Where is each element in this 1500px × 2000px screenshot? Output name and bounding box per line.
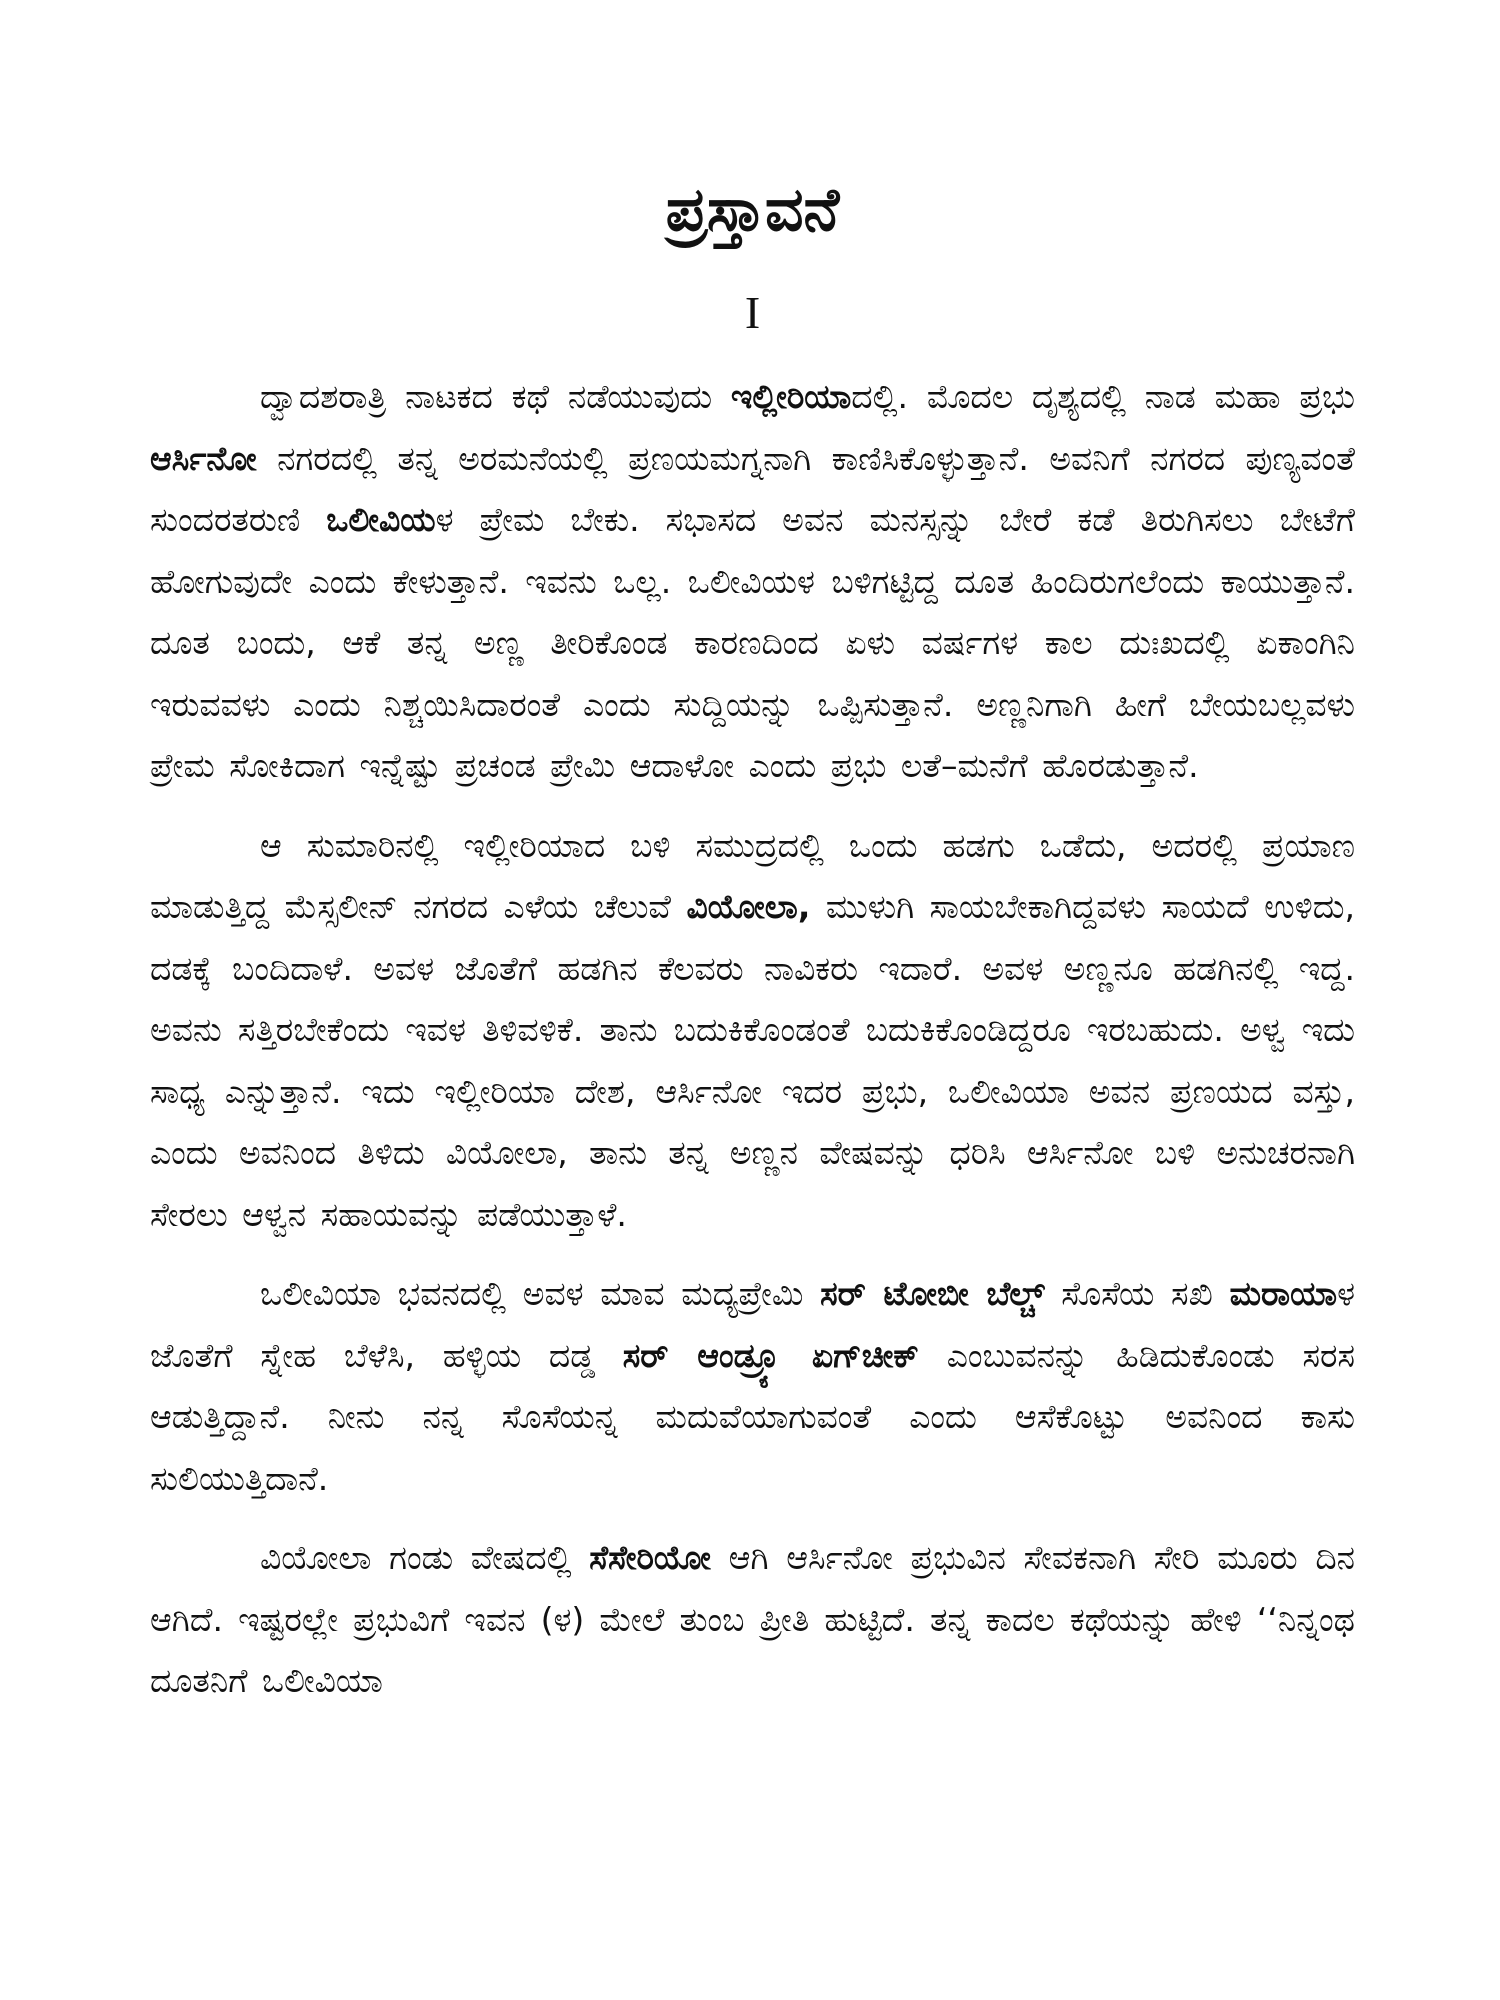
- document-page: [150, 170, 1355, 1730]
- paragraph-text: ಸೊಸೆಯ ಸಖಿ: [1044, 1274, 1230, 1313]
- paragraph-text: ಆಗಿ ಆರ್ಸಿನೋ ಪ್ರಭುವಿನ ಸೇವಕನಾಗಿ ಸೇರಿ ಮೂರು ದಿನ ಆಗಿದೆ. ಇಷ್ಟರಲ್ಲೇ ಪ್ರಭುವಿಗೆ ಇವನ (ಳ) ಮೇಲೆ ತುಂಬ ಪ್ರೀತಿ ಹುಟ್ಟಿದೆ. ತನ್ನ ಕಾದಲ ಕಥೆಯನ್ನು ಹೇಳಿ ‘‘ನಿನ್ನಂಥ ದೂತನಿಗೆ ಒಲೀವಿಯಾ: [150, 1538, 1355, 1700]
- character-name: ಸೆಸೇರಿಯೋ: [589, 1538, 711, 1577]
- paragraph-text: ಳ ಪ್ರೇಮ ಬೇಕು. ಸಭಾಸದ ಅವನ ಮನಸ್ಸನ್ನು ಬೇರೆ ಕಡೆ ತಿರುಗಿಸಲು ಬೇಟೆಗೆ ಹೋಗುವುದೇ ಎಂದು ಕೇಳುತ್ತಾನೆ. ಇವನು ಒಲ್ಲ. ಒಲೀವಿಯಳ ಬಳಿಗಟ್ಟಿದ್ದ ದೂತ ಹಿಂದಿರುಗಲೆಂದು ಕಾಯುತ್ತಾನೆ. ದೂತ ಬಂದು, ಆಕೆ ತನ್ನ ಅಣ್ಣ ತೀರಿಕೊಂಡ ಕಾರಣದಿಂದ ಏಳು ವರ್ಷಗಳ ಕಾಲ ದುಃಖದಲ್ಲಿ ಏಕಾಂಗಿನಿ ಇರುವವಳು ಎಂದು ನಿಶ್ಚಯಿಸಿದಾರಂತೆ ಎಂದು ಸುದ್ದಿಯನ್ನು ಒಪ್ಪಿಸುತ್ತಾನೆ. ಅಣ್ಣನಿಗಾಗಿ ಹೀಗೆ ಬೇಯಬಲ್ಲವಳು ಪ್ರೇಮ ಸೋಕಿದಾಗ ಇನ್ನೆಷ್ಟು ಪ್ರಚಂಡ ಪ್ರೇಮಿ ಆದಾಳೋ ಎಂದು ಪ್ರಭು ಲತೆ–ಮನೆಗೆ ಹೊರಡುತ್ತಾನೆ.: [150, 500, 1355, 785]
- character-name: ವಿಯೋಲಾ,: [686, 887, 811, 926]
- paragraph-text: ಒಲೀವಿಯಾ ಭವನದಲ್ಲಿ ಅವಳ ಮಾವ ಮದ್ಯಪ್ರೇಮಿ: [260, 1274, 821, 1313]
- character-name: ಆರ್ಸಿನೋ: [150, 438, 257, 478]
- paragraph-text: ದ್ವಾದಶರಾತ್ರಿ ನಾಟಕದ ಕಥೆ ನಡೆಯುವುದು: [260, 377, 731, 416]
- paragraph-2: [150, 815, 1355, 1246]
- character-name: ಒಲೀವಿಯ: [326, 500, 436, 539]
- paragraph-text: ದಲ್ಲಿ. ಮೊದಲ ದೃಶ್ಯದಲ್ಲಿ ನಾಡ ಮಹಾ ಪ್ರಭು: [851, 377, 1355, 416]
- page-title: ಪ್ರಸ್ತಾವನೆ: [665, 175, 840, 245]
- character-name: ಸರ್ ಟೋಬೀ ಬೆಲ್ಚ್: [820, 1274, 1045, 1313]
- paragraph-text: ವಿಯೋಲಾ ಗಂಡು ವೇಷದಲ್ಲಿ: [260, 1538, 590, 1577]
- paragraph-text: ನಗರದಲ್ಲಿ ತನ್ನ ಅರಮನೆಯಲ್ಲಿ ಪ್ರಣಯಮಗ್ನನಾಗಿ ಕಾಣಿಸಿಕೊಳ್ಳುತ್ತಾನೆ. ಅವನಿಗೆ ನಗರದ ಪುಣ್ಯವಂತೆ ಸುಂದರತರುಣಿ: [150, 438, 1355, 539]
- paragraph-text: ಮುಳುಗಿ ಸಾಯಬೇಕಾಗಿದ್ದವಳು ಸಾಯದೆ ಉಳಿದು, ದಡಕ್ಕೆ ಬಂದಿದಾಳೆ. ಅವಳ ಜೊತೆಗೆ ಹಡಗಿನ ಕೆಲವರು ನಾವಿಕರು ಇದಾರೆ. ಅವಳ ಅಣ್ಣನೂ ಹಡಗಿನಲ್ಲಿ ಇದ್ದ. ಅವನು ಸತ್ತಿರಬೇಕೆಂದು ಇವಳ ತಿಳಿವಳಿಕೆ. ತಾನು ಬದುಕಿಕೊಂಡಂತೆ ಬದುಕಿಕೊಂಡಿದ್ದರೂ ಇರಬಹುದು. ಅಳ್ವ ಇದು ಸಾಧ್ಯ ಎನ್ನುತ್ತಾನೆ. ಇದು ಇಲ್ಲೀರಿಯಾ ದೇಶ, ಆರ್ಸಿನೋ ಇದರ ಪ್ರಭು, ಒಲೀವಿಯಾ ಅವನ ಪ್ರಣಯದ ವಸ್ತು, ಎಂದು ಅವನಿಂದ ತಿಳಿದು ವಿಯೋಲಾ, ತಾನು ತನ್ನ ಅಣ್ಣನ ವೇಷವನ್ನು ಧರಿಸಿ ಆರ್ಸಿನೋ ಬಳಿ ಅನುಚರನಾಗಿ ಸೇರಲು ಆಳ್ವನ ಸಹಾಯವನ್ನು ಪಡೆಯುತ್ತಾಳೆ.: [150, 887, 1355, 1234]
- paragraph-text: ಎಂಬುವನನ್ನು ಹಿಡಿದುಕೊಂಡು ಸರಸ ಆಡುತ್ತಿದ್ದಾನೆ. ನೀನು ನನ್ನ ಸೊಸೆಯನ್ನ ಮದುವೆಯಾಗುವಂತೆ ಎಂದು ಆಸೆಕೊಟ್ಟು ಅವನಿಂದ ಕಾಸು ಸುಲಿಯುತ್ತಿದಾನೆ.: [150, 1335, 1355, 1498]
- paragraph-1: [150, 366, 1355, 797]
- paragraph-text: ಆ ಸುಮಾರಿನಲ್ಲಿ ಇಲ್ಲೀರಿಯಾದ ಬಳಿ ಸಮುದ್ರದಲ್ಲಿ ಒಂದು ಹಡಗು ಒಡೆದು, ಅದರಲ್ಲಿ ಪ್ರಯಾಣ ಮಾಡುತ್ತಿದ್ದ ಮೆಸ್ಸಲೀನ್ ನಗರದ ಎಳೆಯ ಚೆಲುವೆ: [150, 825, 1355, 926]
- character-name: ಮರಾಯಾ: [1229, 1274, 1338, 1313]
- character-name: ಸರ್ ಆಂಡ್ರ್ಯೂ ಏಗ್‌ಚೀಕ್: [622, 1335, 919, 1375]
- paragraph-3: [150, 1263, 1355, 1509]
- character-name: ಇಲ್ಲೀರಿಯಾ: [730, 377, 852, 416]
- paragraph-4: [150, 1527, 1355, 1712]
- paragraph-text: ಳ ಜೊತೆಗೆ ಸ್ನೇಹ ಬೆಳೆಸಿ, ಹಳ್ಳಿಯ ದಡ್ಡ: [150, 1274, 1355, 1375]
- section-numeral: I: [744, 287, 761, 338]
